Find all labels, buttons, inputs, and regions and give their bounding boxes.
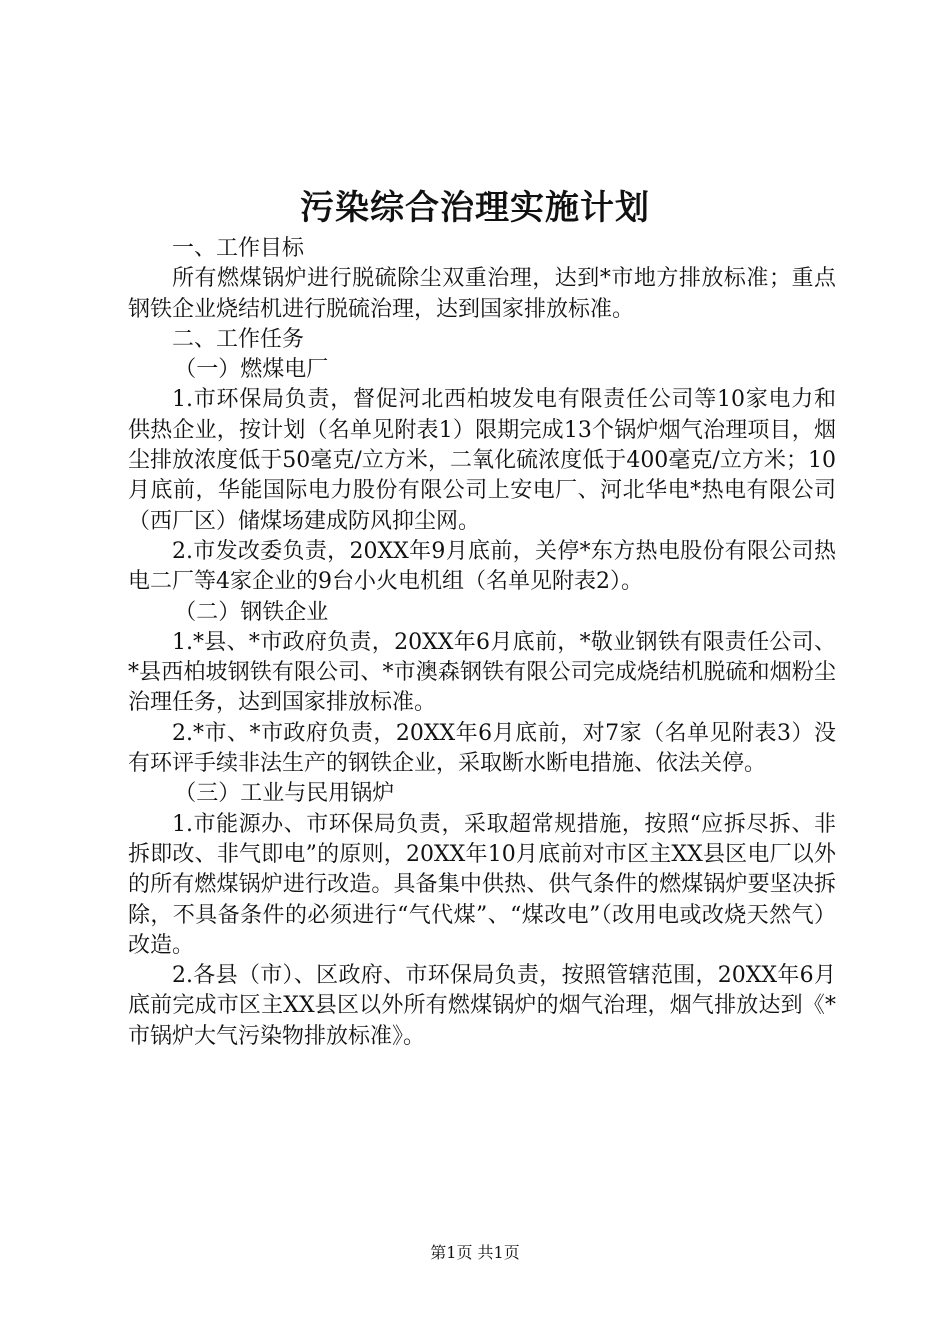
paragraph-boilers-2: 2.各县（市）、区政府、市环保局负责，按照管辖范围，20XX年6月底前完成市区主XX县区以外所有燃煤锅炉的烟气治理，烟气排放达到《*市锅炉大气污染物排放标准》。 <box>128 963 836 1049</box>
document-body <box>128 234 836 1052</box>
paragraph-goals: 所有燃煤锅炉进行脱硫除尘双重治理，达到*市地方排放标准；重点钢铁企业烧结机进行脱硫治理，达到国家排放标准。 <box>128 266 836 322</box>
subsection-heading-boilers: （三）工业与民用锅炉 <box>174 781 395 807</box>
subsection-heading-steel: （二）钢铁企业 <box>174 599 329 625</box>
paragraph-coal-power-1: 1.市环保局负责，督促河北西柏坡发电有限责任公司等10家电力和供热企业，按计划（名单见附表1）限期完成13个锅炉烟气治理项目，烟尘排放浓度低于50毫克/立方米，二氧化硫浓度低于400毫克/立方米；10月底前，华能国际电力股份有限公司上安电厂、河北华电*热电有限公司（西厂区）储煤场建成防风抑尘网。 <box>128 387 836 534</box>
section-heading-goals: 一、工作目标 <box>172 236 305 261</box>
subsection-heading-coal-power: （一）燃煤电厂 <box>174 357 329 383</box>
page-footer: 第1页 共1页 <box>430 1243 520 1262</box>
paragraph-boilers-1: 1.市能源办、市环保局负责，采取超常规措施，按照“应拆尽拆、非拆即改、非气即电”的原则，20XX年10月底前对市区主XX县区电厂以外的所有燃煤锅炉进行改造。具备集中供热、供气条件的燃煤锅炉要坚决拆除，不具备条件的必须进行“气代煤”、“煤改电”（改用电或改烧天然气）改造。 <box>128 811 836 958</box>
section-heading-tasks: 二、工作任务 <box>172 326 305 352</box>
paragraph-steel-1: 1.*县、*市政府负责，20XX年6月底前，*敬业钢铁有限责任公司、*县西柏坡钢铁有限公司、*市澳森钢铁有限公司完成烧结机脱硫和烟粉尘治理任务，达到国家排放标准。 <box>128 629 836 716</box>
paragraph-coal-power-2: 2.市发改委负责，20XX年9月底前，关停*东方热电股份有限公司热电二厂等4家企业的9台小火电机组（名单见附表2）。 <box>128 538 836 595</box>
paragraph-steel-2: 2.*市、*市政府负责，20XX年6月底前，对7家（名单见附表3）没有环评手续非法生产的钢铁企业，采取断水断电措施、依法关停。 <box>128 720 836 777</box>
document-title: 污染综合治理实施计划 <box>300 188 650 228</box>
